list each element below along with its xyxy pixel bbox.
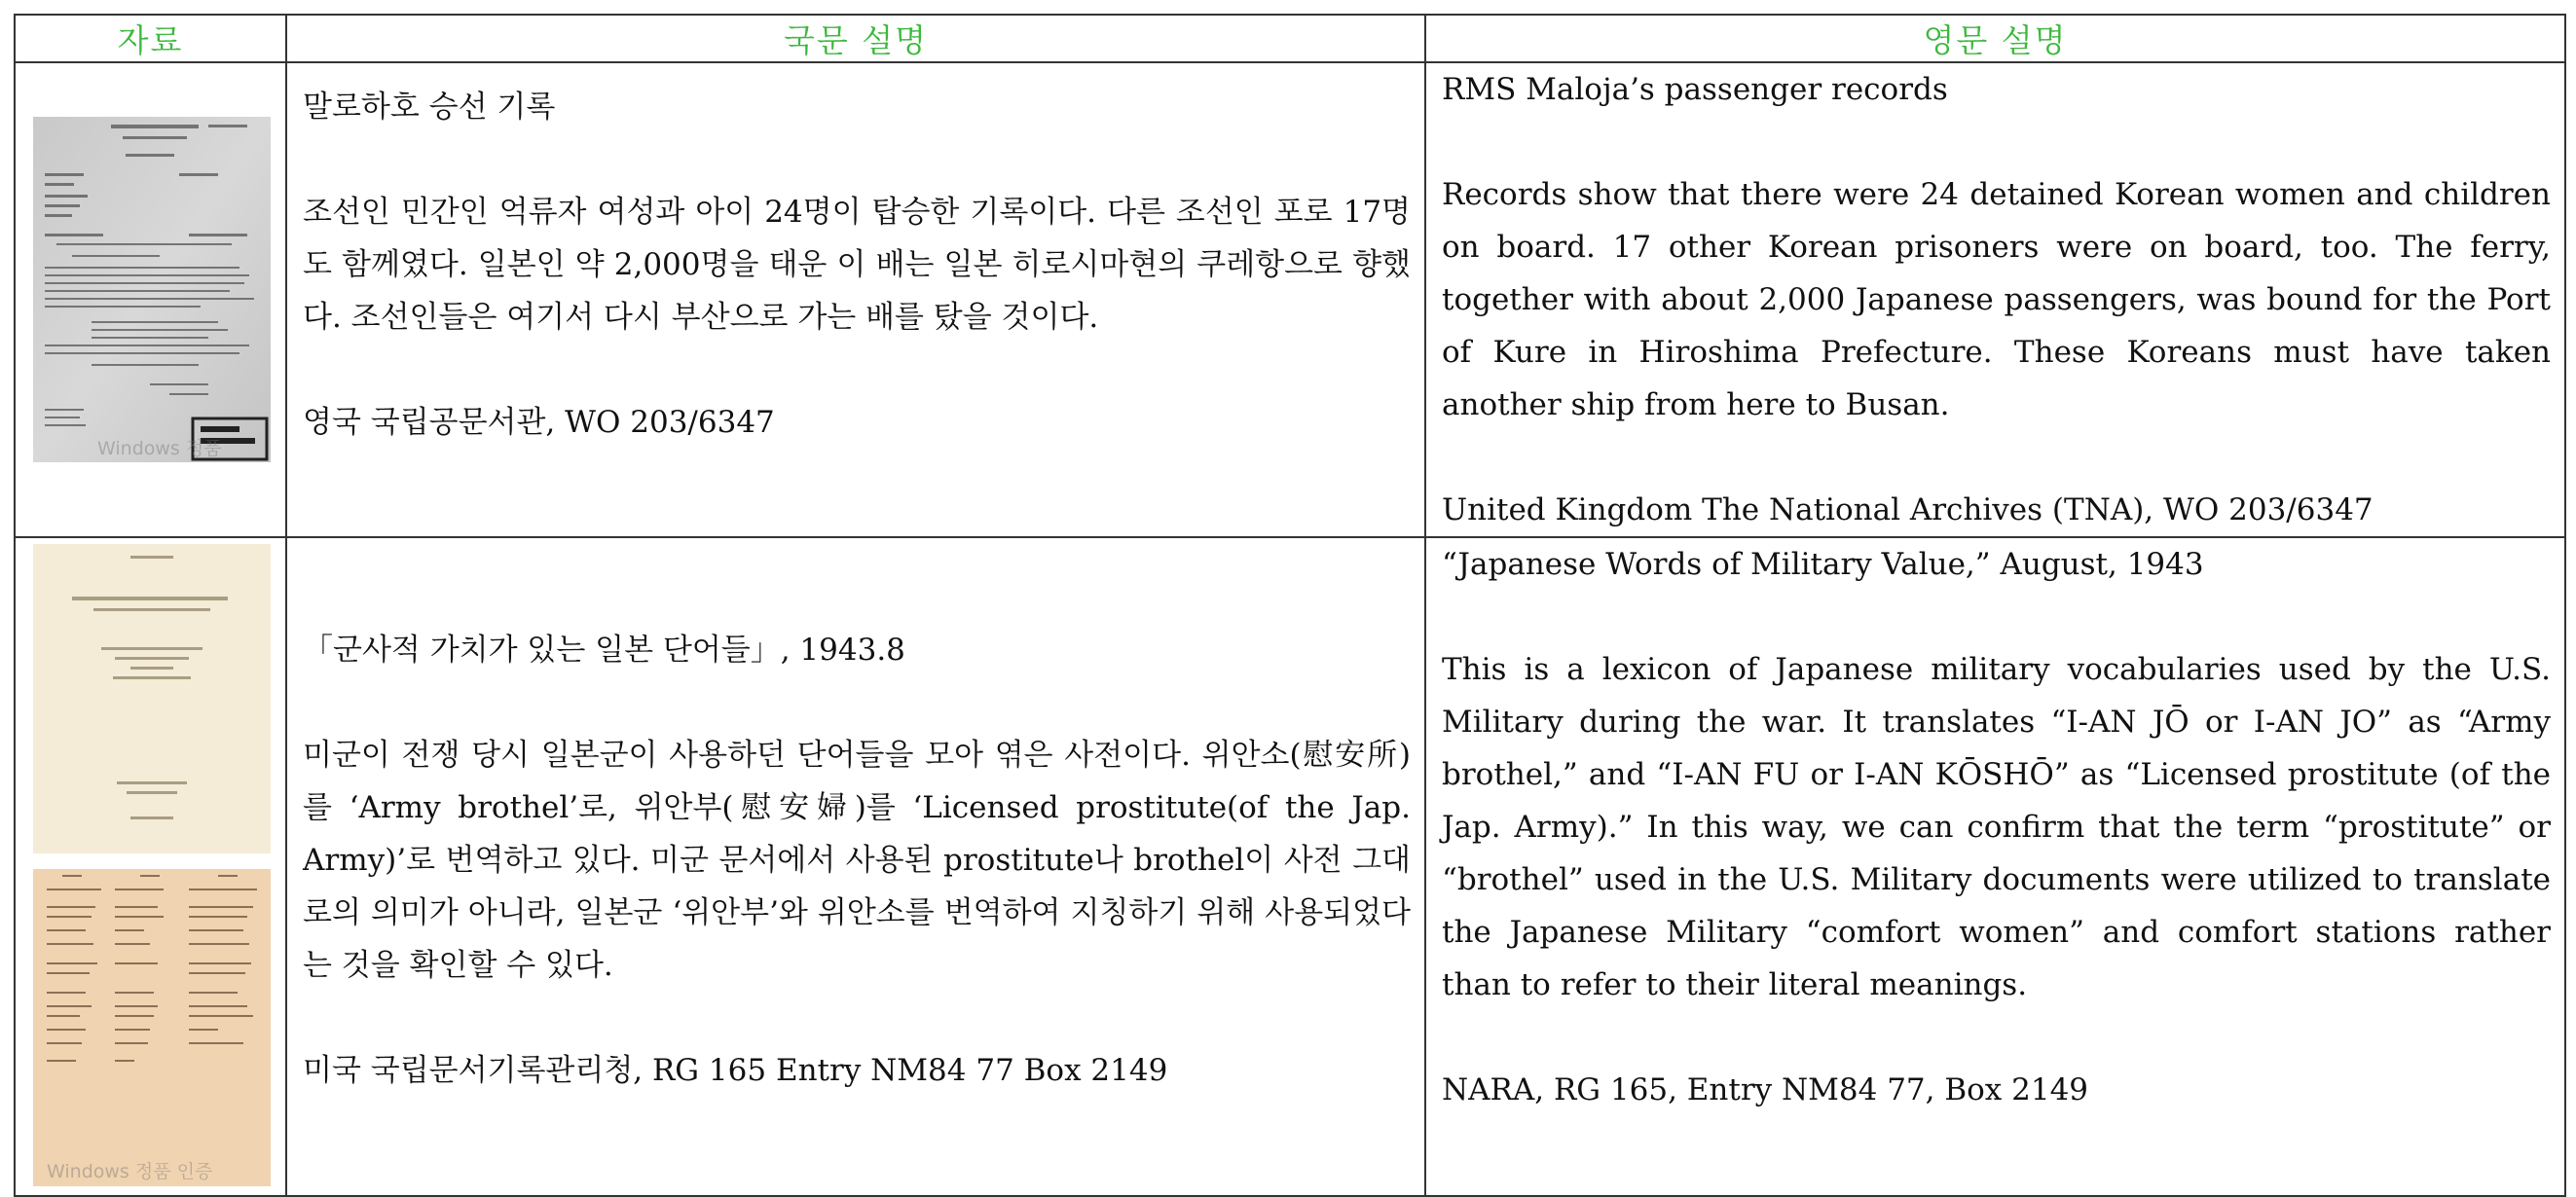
ko-source: 영국 국립공문서관, WO 203/6347 — [303, 405, 775, 440]
materials-table — [14, 14, 2566, 1197]
header-english-description: 영문 설명 — [1425, 15, 2565, 62]
en-source: NARA, RG 165, Entry NM84 77, Box 2149 — [1442, 1072, 2089, 1107]
korean-description-cell — [286, 537, 1425, 1196]
windows-watermark: Windows 정품 — [97, 438, 222, 459]
en-source: United Kingdom The National Archives (TNA), WO 203/6347 — [1442, 492, 2374, 527]
en-body: Records show that there were 24 detained Korean women and children on board. 17 other Korean prisoners were on board, too. The ferry, together with about 2,000 Japanese passengers, was bound for the Port of Kure in Hiroshima Prefecture. These Koreans must have taken another ship from here to Busan. — [1442, 177, 2551, 422]
windows-watermark: Windows 정품 인증 — [47, 1161, 213, 1182]
ko-title: 「군사적 가치가 있는 일본 단어들」, 1943.8 — [303, 633, 905, 668]
en-body: This is a lexicon of Japanese military vocabularies used by the U.S. Military during the war. It translates “I-AN JŌ or I-AN JO” as “Army brothel,” and “I-AN FU or I-AN KŌSHŌ” as “Licensed prostitute (of the Jap. Army).” In this way, we can confirm that the term “prostitute” or “brothel” used in the U.S. Military documents were utilized to translate the Japanese Military “comfort women” and comfort stations rather than to refer to their literal meanings. — [1442, 652, 2551, 1002]
table-row — [15, 62, 2565, 537]
lexicon-page-scan — [33, 869, 271, 1186]
ko-source: 미국 국립문서기록관리청, RG 165 Entry NM84 77 Box 2149 — [303, 1053, 1168, 1088]
ko-body: 미군이 전쟁 당시 일본군이 사용하던 단어들을 모아 엮은 사전이다. 위안소(慰安所)를 ‘Army brothel’로, 위안부(慰安婦)를 ‘Licensed prostitute(of the Jap. Army)’로 번역하고 있다. 미군 문서에서 사용된 prostitute나 brothel이 사전 그대로의 의미가 아니라, 일본군 ‘위안부’와 위안소를 번역하여 지칭하기 위해 사용되었다는 것을 확인할 수 있다. — [303, 738, 1411, 983]
english-description-cell — [1425, 62, 2565, 537]
header-korean-description: 국문 설명 — [286, 15, 1425, 62]
passenger-record-scan — [33, 117, 271, 462]
en-title: RMS Maloja’s passenger records — [1442, 72, 1948, 107]
ko-title: 말로하호 승선 기록 — [303, 90, 556, 125]
header-material: 자료 — [15, 15, 286, 62]
lexicon-cover-scan — [33, 544, 271, 853]
ko-body: 조선인 민간인 억류자 여성과 아이 24명이 탑승한 기록이다. 다른 조선인 포로 17명도 함께였다. 일본인 약 2,000명을 태운 이 배는 일본 히로시마현의 쿠레항으로 향했다. 조선인들은 여기서 다시 부산으로 가는 배를 탔을 것이다. — [303, 195, 1411, 335]
korean-description-cell — [286, 62, 1425, 537]
material-image-cell — [15, 537, 286, 1196]
material-image-cell — [15, 62, 286, 537]
en-title: “Japanese Words of Military Value,” August, 1943 — [1442, 547, 2204, 582]
english-description-cell — [1425, 537, 2565, 1196]
table-row — [15, 537, 2565, 1196]
